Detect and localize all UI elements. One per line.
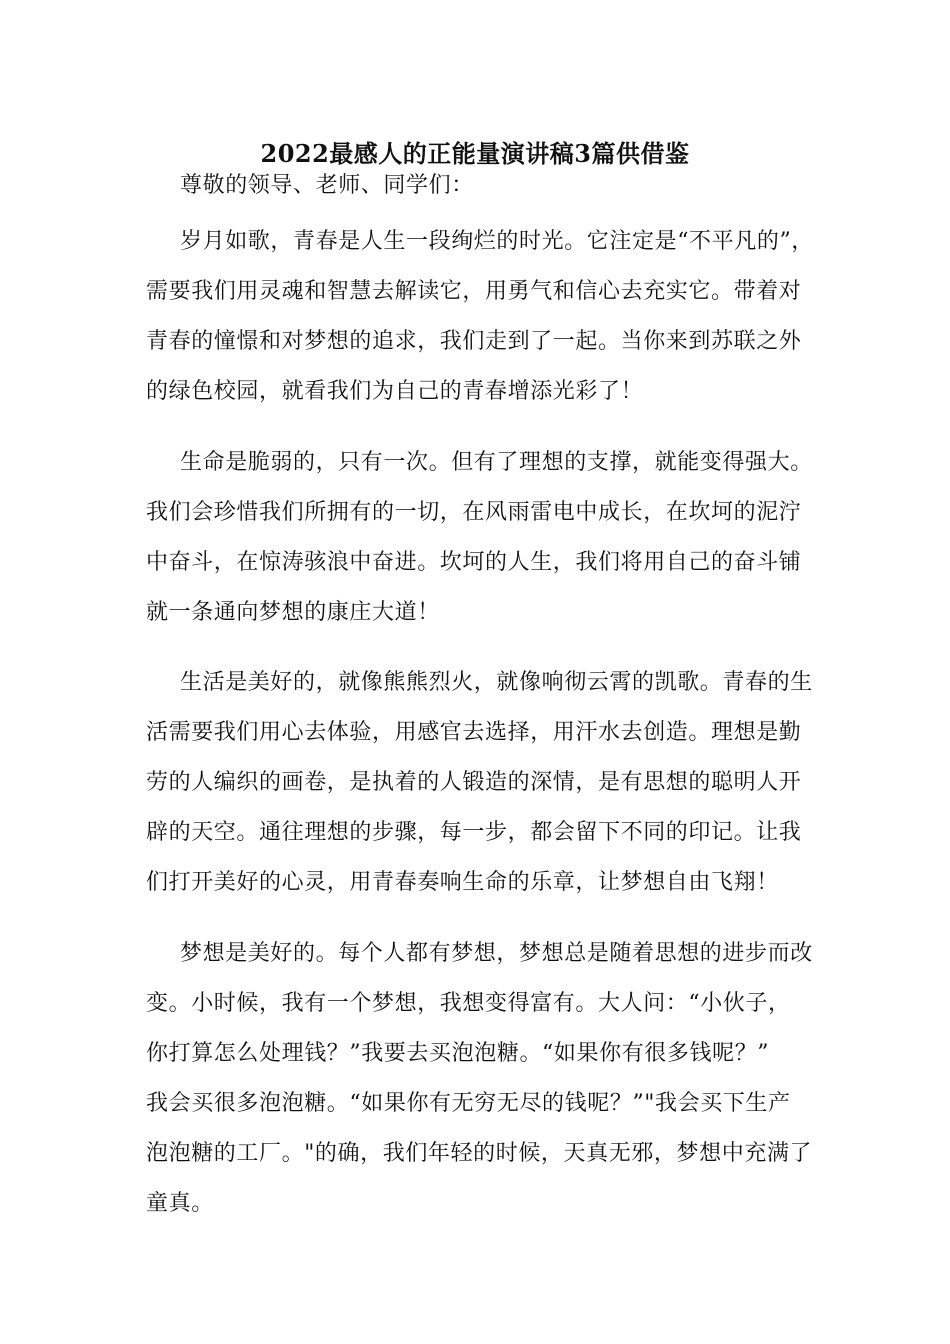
paragraph-2-line-4: 就一条通向梦想的康庄大道！: [146, 600, 440, 625]
greeting-line: 尊敬的领导、老师、同学们：: [180, 173, 474, 198]
paragraph-4-line-4: 我会买很多泡泡糖。“如果你有无穷无尽的钱呢？”"我会买下生产: [146, 1091, 791, 1116]
paragraph-2-line-1: 生命是脆弱的，只有一次。但有了理想的支撑，就能变得强大。: [180, 450, 813, 475]
paragraph-4-line-5: 泡泡糖的工厂。"的确，我们年轻的时候，天真无邪，梦想中充满了: [146, 1141, 813, 1166]
paragraph-2-line-2: 我们会珍惜我们所拥有的一切，在风雨雷电中成长，在坎坷的泥泞: [146, 500, 802, 525]
paragraph-3-line-4: 辟的天空。通往理想的步骤，每一步，都会留下不同的印记。让我: [146, 820, 802, 845]
paragraph-1-line-3: 青春的憧憬和对梦想的追求，我们走到了一起。当你来到苏联之外: [146, 329, 802, 354]
paragraph-1-line-1: 岁月如歌，青春是人生一段绚烂的时光。它注定是“不平凡的”，: [180, 229, 814, 254]
paragraph-4-line-1: 梦想是美好的。每个人都有梦想，梦想总是随着思想的进步而改: [180, 941, 813, 966]
paragraph-3-line-2: 活需要我们用心去体验，用感官去选择，用汗水去创造。理想是勤: [146, 720, 802, 745]
paragraph-3-line-3: 劳的人编织的画卷，是执着的人锻造的深情，是有思想的聪明人开: [146, 770, 802, 795]
paragraph-3-line-5: 们打开美好的心灵，用青春奏响生命的乐章，让梦想自由飞翔！: [146, 870, 779, 895]
paragraph-1-line-4: 的绿色校园，就看我们为自己的青春增添光彩了！: [146, 379, 644, 404]
document-title: 2022最感人的正能量演讲稿3篇供借鉴: [260, 139, 690, 168]
paragraph-4-line-3: 你打算怎么处理钱？”我要去买泡泡糖。“如果你有很多钱呢？”: [146, 1041, 770, 1066]
paragraph-2-line-3: 中奋斗，在惊涛骇浪中奋进。坎坷的人生，我们将用自己的奋斗铺: [146, 550, 802, 575]
paragraph-4-line-2: 变。小时候，我有一个梦想，我想变得富有。大人问：“小伙子，: [146, 991, 791, 1016]
paragraph-3-line-1: 生活是美好的，就像熊熊烈火，就像响彻云霄的凯歌。青春的生: [180, 670, 813, 695]
paragraph-1-line-2: 需要我们用灵魂和智慧去解读它，用勇气和信心去充实它。带着对: [146, 279, 802, 304]
paragraph-4-line-6: 童真。: [146, 1191, 214, 1216]
